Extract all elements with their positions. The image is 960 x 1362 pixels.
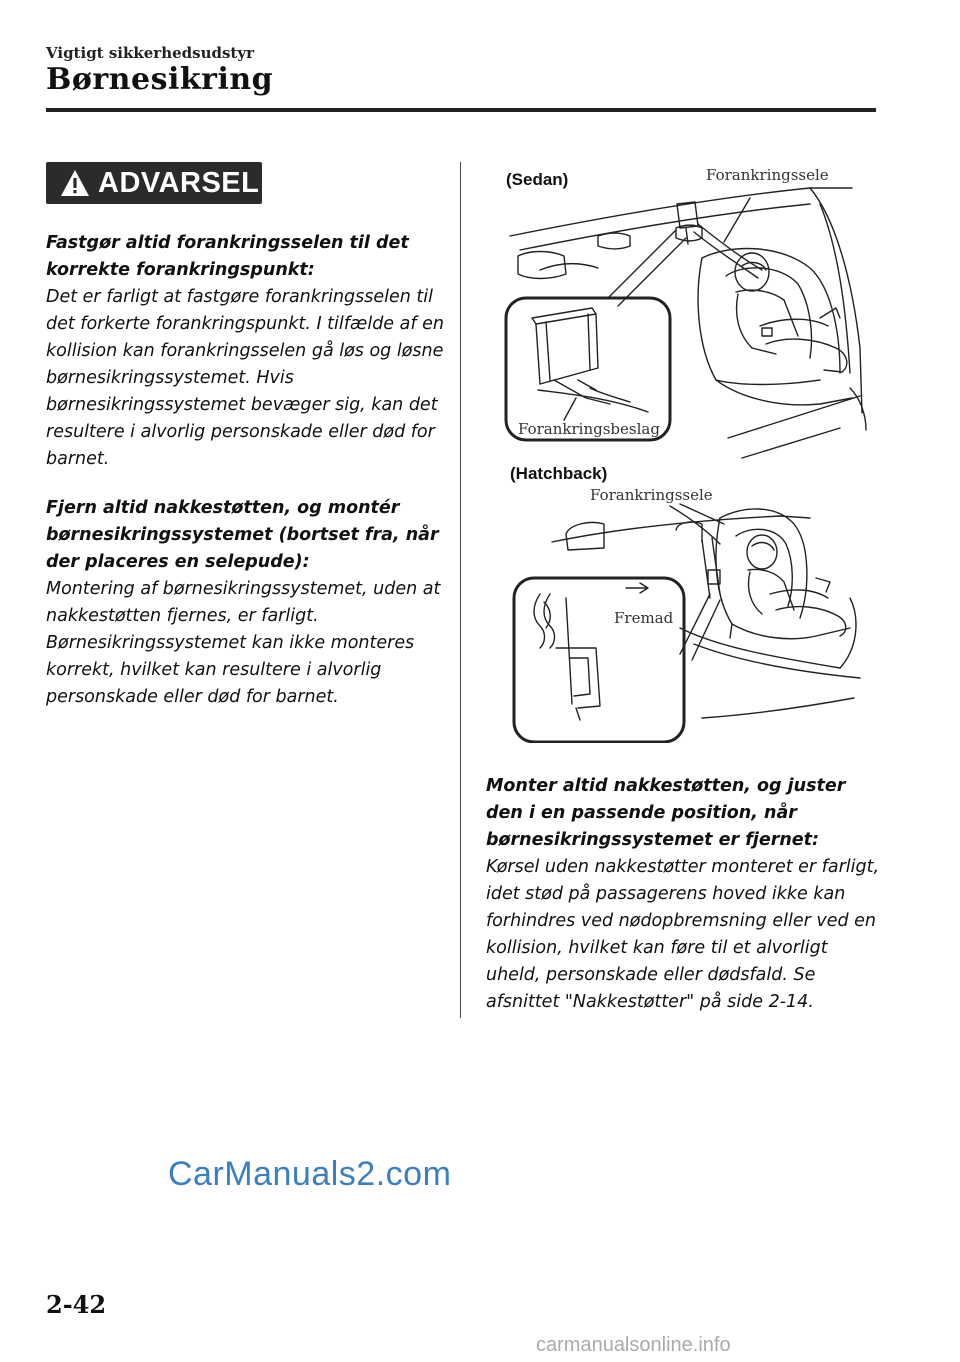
hatchback-tether-callout: Forankringssele: [590, 486, 713, 504]
hatchback-scene: [514, 504, 860, 742]
warning-badge: [46, 162, 262, 204]
warning-heading: Monter altid nakkestøtten, og juster den i en passende position, når børnesikringssystemet er fjernet:: [486, 776, 846, 850]
warning-body: Montering af børnesikringssystemet, uden at nakkestøtten fjernes, er farligt. Børnesikringssystemet kan ikke monteres korrekt, hvilket kan resultere i alvorlig personskade eller død for barnet.: [46, 579, 441, 707]
warning-heading: Fastgør altid forankringsselen til det korrekte forankringspunkt:: [46, 233, 409, 280]
child-seat-illustration: [480, 158, 880, 743]
page-title: Børnesikring: [46, 62, 274, 97]
watermark: CarManuals2.com: [168, 1155, 452, 1193]
warning-label: ADVARSEL: [98, 166, 260, 199]
warning-body: Det er farligt at fastgøre forankringsselen til det forkerte forankringspunkt. I tilfælde af en kollision kan forankringsselen gå løs og løsne børnesikringssystemet. Hvis børnesikringssystemet bevæger sig, kan det resultere i alvorlig personskade eller død for barnet.: [46, 287, 444, 469]
hatchback-forward-callout: Fremad: [614, 609, 674, 627]
child-seat-figure: [480, 158, 880, 743]
title-rule: [46, 108, 876, 112]
section-label: Vigtigt sikkerhedsudstyr: [46, 44, 254, 62]
sedan-scene: [506, 188, 866, 458]
footer-watermark: carmanualsonline.info: [536, 1334, 731, 1356]
sedan-tether-callout: Forankringssele: [706, 166, 829, 184]
warning-block-install-headrest: [486, 773, 886, 1016]
sedan-heading: (Sedan): [506, 170, 569, 189]
warning-triangle-icon: [60, 169, 90, 197]
warning-block-remove-headrest: [46, 495, 444, 711]
warning-block-tether: [46, 230, 444, 473]
warning-heading: Fjern altid nakkestøtten, og montér børnesikringssystemet (bortset fra, når der placeres en selepude):: [46, 498, 439, 572]
column-divider: [460, 162, 461, 1018]
page-number: 2-42: [46, 1290, 107, 1319]
hatchback-heading: (Hatchback): [510, 464, 608, 483]
sedan-anchor-callout: Forankringsbeslag: [518, 420, 660, 438]
warning-body: Kørsel uden nakkestøtter monteret er farligt, idet stød på passagerens hoved ikke kan forhindres ved nødopbremsning eller ved en kollision, hvilket kan føre til et alvorligt uheld, personskade eller dødsfald. Se afsnittet "Nakkestøtter" på side 2-14.: [486, 857, 880, 1012]
